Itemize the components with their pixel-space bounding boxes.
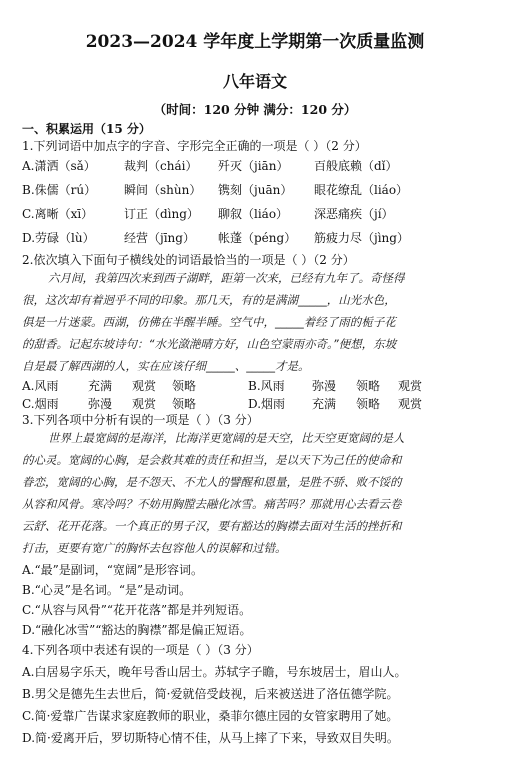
q3-option-d: D.“融化冰雪”“豁达的胸襟”都是偏正短语。 [22,623,252,637]
q1-option-a-word-1: A.潇洒（sǎ） [22,159,96,173]
q3-passage-line: 从容和风骨。寒冷吗？不妨用胸膛去融化冰雪。痛苦吗？那就用心去看云卷 [22,497,402,511]
q2-option-d-1: D.烟雨 [248,397,286,411]
q3-passage-line: 打击，更要有宽广的胸怀去包容他人的误解和过错。 [22,541,287,555]
q1-option-a-word-2: 裁判（chái） [124,159,198,173]
q1-option-c-word-2: 订正（dìng） [124,207,199,221]
q4-option-a: A.白居易字乐天，晚年号香山居士。苏轼字子瞻，号东坡居士，眉山人。 [22,665,407,679]
q1-option-b-word-4: 眼花缭乱（liáo） [314,183,409,197]
q4-option-c: C.简·爱靠广告谋求家庭教师的职业，桑菲尔德庄园的女管家聘用了她。 [22,709,399,723]
q2-option-d-3: 领略 [356,397,381,411]
q2-option-c-4: 领略 [172,397,197,411]
q1-option-d-word-2: 经营（jīng） [124,231,195,245]
q2-option-b-4: 观赏 [398,379,423,393]
q2-option-b-1: B.风雨 [248,379,285,393]
q4-option-d: D.简·爱离开后，罗切斯特心情不佳，从马上摔了下来，导致双目失明。 [22,731,399,745]
q2-passage-line: 很，这次却有着迥乎不同的印象。那几天，有的是满湖_____，山光水色， [22,293,396,307]
exam-title: 2023—2024 学年度上学期第一次质量监测 [85,32,425,52]
q3-option-c: C.“从容与风骨”“花开花落”都是并列短语。 [22,603,252,617]
q1-option-c-word-3: 聊叙（liáo） [218,207,289,221]
q2-option-a-3: 观赏 [132,379,157,393]
q2-passage-line: 俱是一片迷蒙。西湖，仿佛在半醒半睡。空气中，_____着经了雨的栀子花 [22,315,396,329]
q1-option-d-word-1: D.劳碌（lù） [22,231,95,245]
q3-passage-line: 的心灵。宽阔的心胸，是会救其难的责任和担当，是以天下为己任的使命和 [22,453,402,467]
section-heading: 一、积累运用（15 分） [22,122,151,136]
q3-passage-line: 世界上最宽阔的是海洋，比海洋更宽阔的是天空，比天空更宽阔的是人 [48,431,405,445]
q1-option-c-word-4: 深恶痛疾（jí） [314,207,394,221]
q2-option-a-1: A.风雨 [22,379,59,393]
q1-option-d-word-3: 帐蓬（péng） [218,231,297,245]
q3-option-b: B.“心灵”是名词。“是”是动词。 [22,583,192,597]
q2-option-a-4: 领略 [172,379,197,393]
q1-option-a-word-4: 百般底赖（dǐ） [314,159,398,173]
time-info: （时间：120 分钟 满分：120 分） [153,102,357,117]
q2-option-c-1: C.烟雨 [22,397,59,411]
q1-option-d-word-4: 筋疲力尽（jìng） [314,231,409,245]
question-3-stem: 3.下列各项中分析有误的一项是（ ）（3 分） [22,413,259,427]
q3-option-a: A.“最”是副词，“宽阔”是形容词。 [22,563,204,577]
q1-option-a-word-3: 歼灭（jiān） [218,159,289,173]
question-4-stem: 4.下列各项中表述有误的一项是（ ）（3 分） [22,643,259,657]
q1-option-c-word-1: C.离晰（xī） [22,207,94,221]
q2-option-a-2: 充满 [88,379,113,393]
question-1-stem: 1.下列词语中加点字的字音、字形完全正确的一项是（ ）（2 分） [22,139,367,153]
subject-title: 八年语文 [222,72,287,91]
q2-option-b-2: 弥漫 [312,379,337,393]
q4-option-b: B.男父是德先生去世后，简·爱就倍受歧视，后来被送进了洛伍德学院。 [22,687,399,701]
q2-option-d-4: 观赏 [398,397,423,411]
q1-option-b-word-1: B.侏儒（rú） [22,183,97,197]
q2-option-d-2: 充满 [312,397,337,411]
q2-option-c-3: 观赏 [132,397,157,411]
q3-passage-line: 云舒、花开花落。一个真正的男子汉，要有豁达的胸襟去面对生活的挫折和 [22,519,402,533]
q2-option-c-2: 弥漫 [88,397,113,411]
q3-passage-line: 眷恋，宽阔的心胸，是不怨天、不尤人的譬醒和恩量，是胜不骄、败不馁的 [22,475,402,489]
q1-option-b-word-3: 镌刻（juān） [218,183,293,197]
q2-passage-line: 自是最了解西湖的人，实在应该仔细_____、_____才是。 [22,359,310,373]
q2-passage-line: 的甜香。记起东坡诗句：“水光潋滟晴方好，山色空蒙雨亦奇。”便想，东坡 [22,337,397,351]
q2-option-b-3: 领略 [356,379,381,393]
question-2-stem: 2.依次填入下面句子横线处的词语最恰当的一项是（ ）（2 分） [22,253,355,267]
q1-option-b-word-2: 瞬间（shùn） [124,183,202,197]
q2-passage-line: 六月间，我第四次来到西子湖畔，距第一次来，已经有九年了。奇怪得 [48,271,405,285]
